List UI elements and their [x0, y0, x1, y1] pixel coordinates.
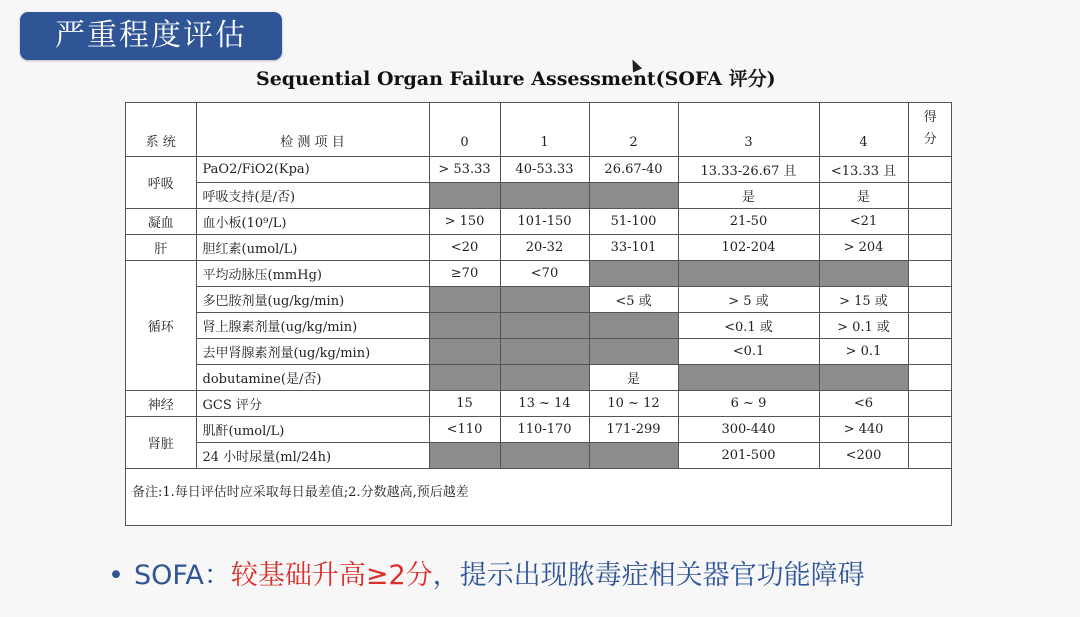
system-cell: 呼吸 [126, 156, 196, 208]
score-2-cell: 51-100 [589, 208, 678, 234]
score-2-cell: 10 ~ 12 [589, 390, 678, 416]
score-0-cell [429, 286, 500, 312]
score-1-cell: 20-32 [500, 234, 589, 260]
table-footnote: 备注:1.每日评估时应采取每日最差值;2.分数越高,预后越差 [132, 485, 469, 500]
header-cell-1: 检 测 项 目 [196, 103, 429, 156]
score-2-cell [589, 312, 678, 338]
score-input-cell [908, 312, 952, 338]
score-1-cell: 13 ~ 14 [500, 390, 589, 416]
score-3-cell: 21-50 [678, 208, 819, 234]
table-row [126, 338, 952, 364]
score-input-cell [908, 234, 952, 260]
score-4-cell [819, 260, 908, 286]
score-3-cell: 201-500 [678, 442, 819, 468]
score-3-cell [678, 364, 819, 390]
score-0-cell: <110 [429, 416, 500, 442]
sofa-table-frame [125, 102, 952, 526]
score-input-cell [908, 156, 952, 182]
header-cell-5: 3 [678, 103, 819, 156]
item-cell: 肌酐(umol/L) [196, 416, 429, 442]
score-4-cell: <6 [819, 390, 908, 416]
table-row [126, 182, 952, 208]
score-4-cell: <13.33 且 [819, 156, 908, 182]
item-cell: dobutamine(是/否) [196, 364, 429, 390]
score-0-cell [429, 312, 500, 338]
score-2-cell [589, 338, 678, 364]
item-cell: GCS 评分 [196, 390, 429, 416]
item-cell: 24 小时尿量(ml/24h) [196, 442, 429, 468]
table-row [126, 286, 952, 312]
slide-title: 严重程度评估 [20, 12, 282, 60]
score-4-cell: > 0.1 [819, 338, 908, 364]
item-cell: PaO2/FiO2(Kpa) [196, 156, 429, 182]
system-cell: 神经 [126, 390, 196, 416]
score-0-cell [429, 442, 500, 468]
table-row [126, 390, 952, 416]
score-input-cell [908, 260, 952, 286]
score-2-cell: 26.67-40 [589, 156, 678, 182]
item-cell: 多巴胺剂量(ug/kg/min) [196, 286, 429, 312]
score-1-cell [500, 364, 589, 390]
score-0-cell [429, 182, 500, 208]
score-0-cell: <20 [429, 234, 500, 260]
score-4-cell [819, 364, 908, 390]
sofa-table [126, 103, 952, 469]
header-cell-4: 2 [589, 103, 678, 156]
score-3-cell [678, 260, 819, 286]
table-row [126, 442, 952, 468]
score-0-cell: > 53.33 [429, 156, 500, 182]
score-0-cell [429, 364, 500, 390]
bullet-suffix: ，提示出现脓毒症相关器官功能障碍 [432, 560, 865, 591]
table-row [126, 260, 952, 286]
score-2-cell [589, 182, 678, 208]
score-1-cell [500, 286, 589, 312]
score-0-cell [429, 338, 500, 364]
score-3-cell: <0.1 或 [678, 312, 819, 338]
score-4-cell: > 0.1 或 [819, 312, 908, 338]
item-cell: 肾上腺素剂量(ug/kg/min) [196, 312, 429, 338]
item-cell: 呼吸支持(是/否) [196, 182, 429, 208]
score-4-cell: 是 [819, 182, 908, 208]
score-2-cell: 是 [589, 364, 678, 390]
header-cell-3: 1 [500, 103, 589, 156]
score-input-cell [908, 208, 952, 234]
score-3-cell: 是 [678, 182, 819, 208]
score-2-cell [589, 442, 678, 468]
key-point-bullet [108, 553, 865, 592]
score-input-cell [908, 182, 952, 208]
score-4-cell: > 15 或 [819, 286, 908, 312]
item-cell: 去甲肾腺素剂量(ug/kg/min) [196, 338, 429, 364]
score-4-cell: > 440 [819, 416, 908, 442]
score-1-cell [500, 442, 589, 468]
system-cell: 肾脏 [126, 416, 196, 468]
score-2-cell: 33-101 [589, 234, 678, 260]
score-input-cell [908, 442, 952, 468]
table-row [126, 156, 952, 182]
score-4-cell: <21 [819, 208, 908, 234]
header-cell-0: 系 统 [126, 103, 196, 156]
score-3-cell: 6 ~ 9 [678, 390, 819, 416]
score-0-cell: 15 [429, 390, 500, 416]
score-1-cell: <70 [500, 260, 589, 286]
score-input-cell [908, 416, 952, 442]
score-3-cell: 13.33-26.67 且 [678, 156, 819, 182]
score-input-cell [908, 364, 952, 390]
score-0-cell: > 150 [429, 208, 500, 234]
score-1-cell [500, 182, 589, 208]
bullet-highlight: 较基础升高≥2分 [230, 560, 433, 591]
score-1-cell [500, 312, 589, 338]
header-cell-6: 4 [819, 103, 908, 156]
score-2-cell [589, 260, 678, 286]
table-row [126, 416, 952, 442]
score-3-cell: > 5 或 [678, 286, 819, 312]
system-cell: 凝血 [126, 208, 196, 234]
score-1-cell: 110-170 [500, 416, 589, 442]
table-row [126, 364, 952, 390]
system-cell: 循环 [126, 260, 196, 390]
system-cell: 肝 [126, 234, 196, 260]
score-3-cell: 300-440 [678, 416, 819, 442]
document-title: Sequential Organ Failure Assessment(SOFA 评分) [256, 68, 776, 90]
score-1-cell: 40-53.33 [500, 156, 589, 182]
score-2-cell: 171-299 [589, 416, 678, 442]
score-1-cell [500, 338, 589, 364]
table-row [126, 312, 952, 338]
score-3-cell: <0.1 [678, 338, 819, 364]
item-cell: 平均动脉压(mmHg) [196, 260, 429, 286]
header-cell-2: 0 [429, 103, 500, 156]
header-cell-7: 得 分 [908, 103, 952, 156]
score-4-cell: > 204 [819, 234, 908, 260]
table-header-row [126, 103, 952, 156]
score-4-cell: <200 [819, 442, 908, 468]
table-row [126, 208, 952, 234]
table-row [126, 234, 952, 260]
score-2-cell: <5 或 [589, 286, 678, 312]
score-input-cell [908, 338, 952, 364]
item-cell: 胆红素(umol/L) [196, 234, 429, 260]
score-input-cell [908, 286, 952, 312]
bullet-prefix: SOFA： [133, 560, 231, 591]
score-3-cell: 102-204 [678, 234, 819, 260]
score-input-cell [908, 390, 952, 416]
bullet-dot: • [108, 560, 124, 591]
score-1-cell: 101-150 [500, 208, 589, 234]
item-cell: 血小板(10⁹/L) [196, 208, 429, 234]
score-0-cell: ≥70 [429, 260, 500, 286]
